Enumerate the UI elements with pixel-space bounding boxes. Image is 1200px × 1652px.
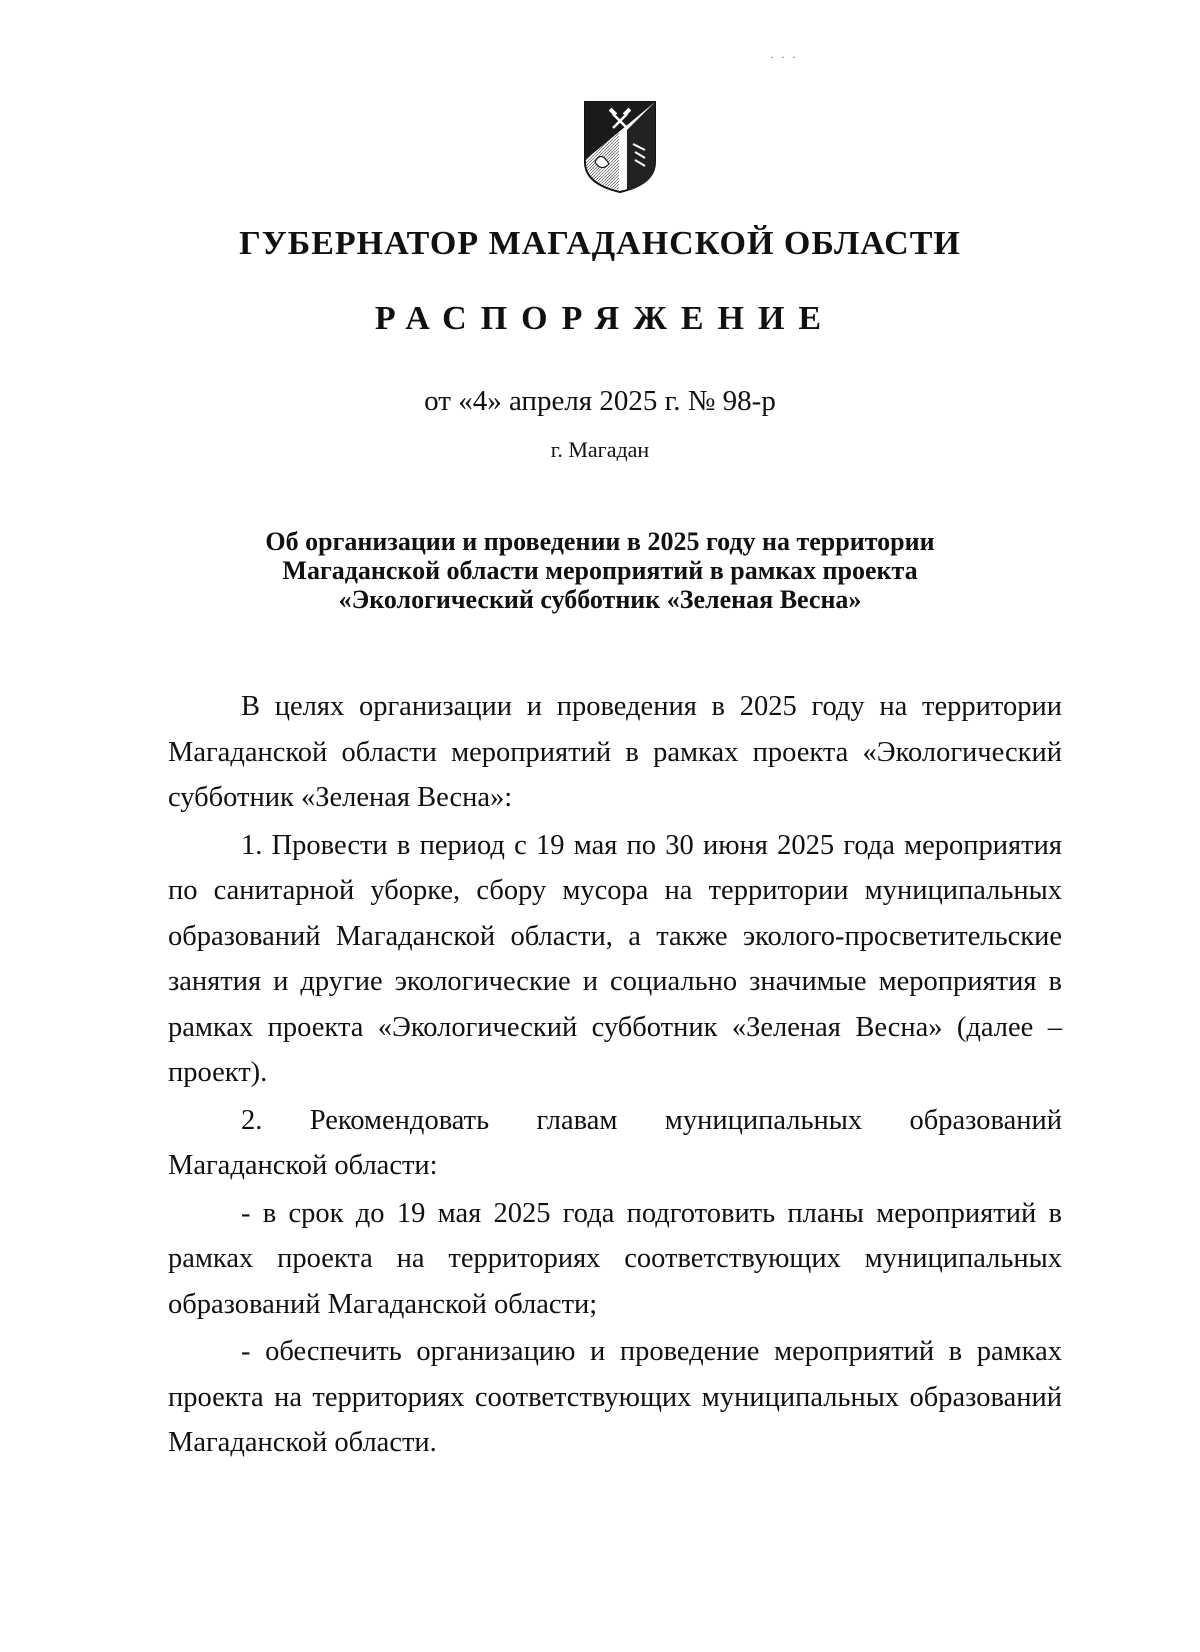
document-city: г. Магадан bbox=[550, 437, 650, 462]
body-paragraph-item-1: 1. Провести в период с 19 мая по 30 июня 2025 года мероприятия по санитарной уборке, сбору мусора на территории муниципальных образований Магаданской области, а также эколого-просветительские занятия и другие экологические и социально значимые мероприятия в рамках проекта «Экологический субботник «Зеленая Весна» (далее – проект). bbox=[168, 829, 1062, 1088]
coat-of-arms-icon bbox=[583, 100, 657, 194]
document-subject bbox=[0, 527, 1200, 614]
document-date-number: от «4» апреля 2025 г. № 98-р bbox=[424, 385, 776, 417]
body-paragraph-item-2: 2. Рекомендовать главам муниципальных образований Магаданской области: bbox=[168, 1104, 1062, 1181]
subject-line: «Экологический субботник «Зеленая Весна» bbox=[338, 585, 862, 614]
authority-title: ГУБЕРНАТОР МАГАДАНСКОЙ ОБЛАСТИ bbox=[239, 225, 961, 262]
body-paragraph-preamble: В целях организации и проведения в 2025 году на территории Магаданской области мероприятий в рамках проекта «Экологический субботник «Зеленая Весна»: bbox=[168, 691, 1062, 813]
document-type-title: РАСПОРЯЖЕНИЕ bbox=[374, 300, 836, 337]
subject-line: Об организации и проведении в 2025 году на территории bbox=[265, 527, 935, 556]
body-paragraph-subitem-2: - обеспечить организацию и проведение мероприятий в рамках проекта на территориях соответствующих муниципальных образований Магаданской области. bbox=[168, 1336, 1062, 1458]
document-body bbox=[168, 684, 1062, 1468]
body-paragraph-subitem-1: - в срок до 19 мая 2025 года подготовить планы мероприятий в рамках проекта на территориях соответствующих муниципальных образований Магаданской области; bbox=[168, 1197, 1062, 1320]
subject-line: Магаданской области мероприятий в рамках проекта bbox=[282, 556, 918, 585]
scan-specks: · · · bbox=[770, 50, 798, 64]
